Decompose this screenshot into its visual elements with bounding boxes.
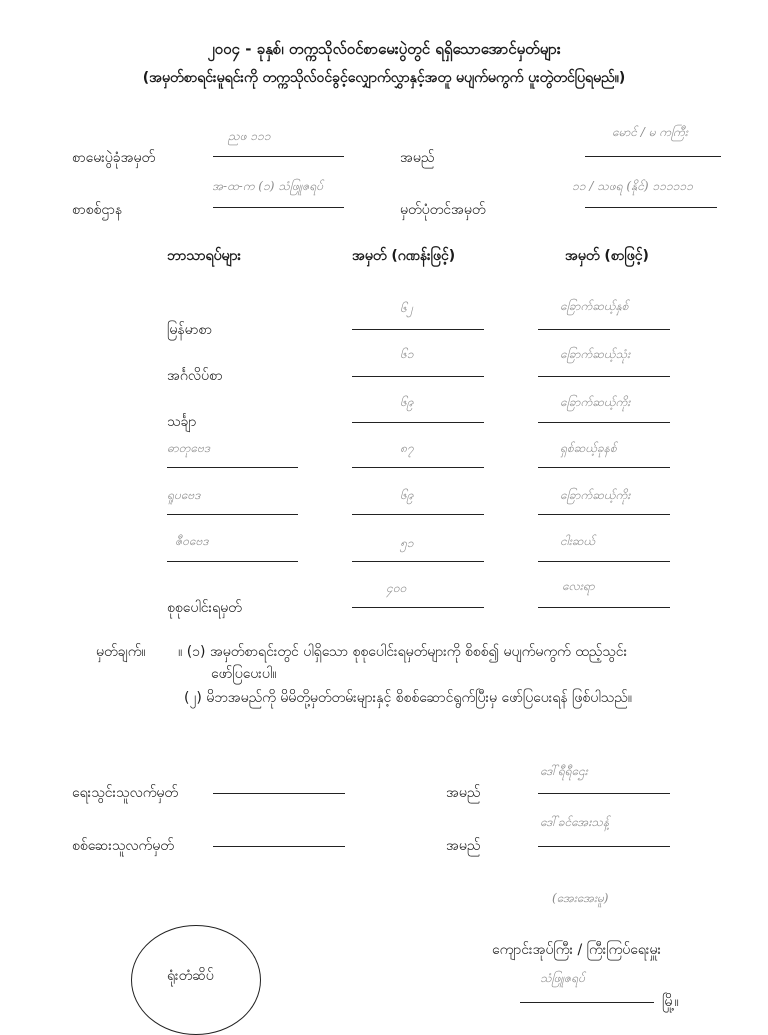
mark-words: ခြောက်ဆယ့်ကိုး [560,395,631,409]
note-item-1-continued: ဖော်ပြပေးပါ။ [211,666,277,682]
mark-number-line [352,561,484,562]
checker-name-label: အမည် [446,838,481,854]
subject-line [167,514,298,515]
mark-words-line [538,514,670,515]
mark-words: ခြောက်ဆယ့်နှစ် [560,299,629,313]
marks-number-header: အမှတ် (ဂဏန်းဖြင့်) [352,248,456,264]
total-words-line [538,607,670,608]
office-seal-label: ရုံးတံဆိပ် [167,968,214,984]
mark-words: ခြောက်ဆယ့်ကိုး [560,488,631,502]
roll-number-line [213,156,344,157]
form-title: ၂၀၀၄ - ခုနှစ်၊ တက္ကသိုလ်ဝင်စာမေးပွဲတွင် ရရှိသောအောင်မှတ်များ [207,40,561,58]
town-value: သံဖြူဇရပ် [540,971,585,985]
mark-number: ၆၂ [400,301,413,315]
mark-words-line [538,422,670,423]
town-suffix: မြို့။ [662,994,679,1010]
total-words: လေးရာ [562,579,595,593]
checker-signature-label: စစ်ဆေးသူလက်မှတ် [72,838,174,854]
name-line [585,156,721,157]
writer-name-label: အမည် [446,785,481,801]
mark-number: ၆၉ [400,395,414,409]
principal-name: (အေးအေးမူ) [552,891,609,905]
mark-number: ၈၇ [400,441,414,455]
note-item-1: ။ (၁) အမှတ်စာရင်းတွင် ပါရှိသော စုစုပေါင်းရမှတ်များကို စိစစ်၍ မပျက်မကွက် ထည့်သွင်း [178,644,628,660]
notes-label: မှတ်ချက်။ [96,644,146,660]
writer-signature-label: ရေးသွင်းသူလက်မှတ် [72,785,179,801]
checker-signature-line [213,846,345,847]
form-subtitle: (အမှတ်စာရင်းမူရင်းကို တက္ကသိုလ်ဝင်ခွင့်လျှောက်လွှာနှင့်အတူ မပျက်မကွက် ပူးတွဲတင်ပြရမည်။) [142,70,626,86]
town-line [520,1002,654,1003]
mark-words: ရှစ်ဆယ့်ခုနစ် [560,441,617,455]
total-number: ၄၀၀ [386,581,407,595]
mark-words-line [538,467,670,468]
mark-number-line [352,376,484,377]
mark-number-line [352,329,484,330]
mark-number: ၆၁ [400,347,414,361]
name-value: မောင် / မ ကကြီး [612,125,688,139]
checker-name-line [538,846,670,847]
total-number-line [352,607,484,608]
mark-words: ခြောက်ဆယ့်သုံး [560,347,631,361]
writer-name-value: ဒေါ်ရီရီဌေး [540,764,588,778]
subject-label: ဇီဝဗေဒ [175,534,209,548]
marks-words-header: အမှတ် (စာဖြင့်) [565,248,649,264]
registration-label: မှတ်ပုံတင်အမှတ် [400,202,486,218]
mark-number-line [352,422,484,423]
mark-words-line [538,561,670,562]
roll-number-label: စာမေးပွဲခုံအမှတ် [72,150,156,166]
roll-number-value: ညဖ ၁၁၁ [228,129,271,143]
exam-center-label: စာစစ်ဌာန [72,202,123,218]
principal-title: ကျောင်းအုပ်ကြီး / ကြီးကြပ်ရေးမှူး [492,942,662,958]
exam-center-value: အ-ထ-က (၁) သံဖြူဇရပ် [212,179,324,193]
subject-label: အင်္ဂလိပ်စာ [167,368,223,384]
note-item-2: (၂) မိဘအမည်ကို မိမိတို့မှတ်တမ်းများနှင့် စိစစ်ဆောင်ရွက်ပြီးမှ ဖော်ပြပေးရန် ဖြစ်ပါသည်။ [184,690,632,706]
subject-label: မြန်မာစာ [167,322,212,338]
mark-words-line [538,329,670,330]
exam-center-line [213,207,344,208]
mark-number-line [352,467,484,468]
subject-line [167,561,298,562]
mark-words-line [538,376,670,377]
writer-signature-line [213,793,345,794]
registration-value: ၁၁ / သဖရ (နိုင်) ၁၁၁၁၁၁ [572,179,693,193]
subject-line [167,467,298,468]
mark-number-line [352,514,484,515]
subject-label: သင်္ချာ [167,414,197,430]
total-label: စုစုပေါင်းရမှတ် [167,600,242,616]
checker-name-value: ဒေါ်ခင်အေးသန့် [540,815,610,829]
name-label: အမည် [400,150,435,166]
registration-line [585,207,717,208]
mark-number: ၆၉ [400,488,414,502]
subjects-header: ဘာသာရပ်များ [167,248,242,264]
subject-label: ရူပဗေဒ [167,488,201,502]
mark-words: ငါးဆယ် [560,534,596,548]
writer-name-line [538,793,670,794]
subject-label: ဓာတုဗေဒ [167,441,210,455]
mark-number: ၅၁ [400,536,414,550]
